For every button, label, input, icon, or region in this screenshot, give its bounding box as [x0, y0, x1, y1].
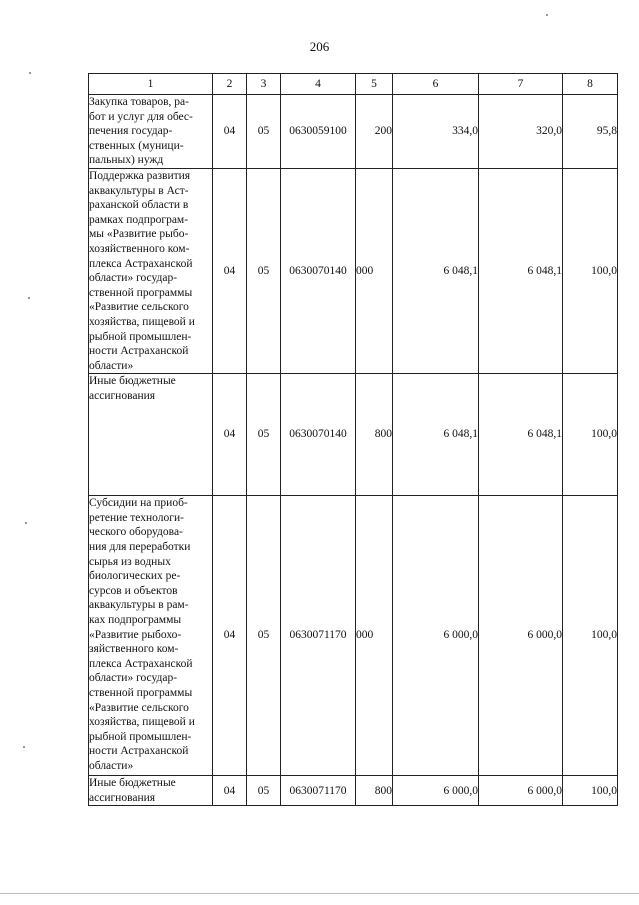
cell-name — [89, 95, 213, 169]
cell-planned: 6 000,0 — [393, 496, 479, 776]
cell-expense-type: 000 — [356, 168, 393, 373]
header-col-7: 7 — [479, 74, 563, 95]
cell-percent: 95,8 — [563, 95, 618, 169]
cell-name — [89, 168, 213, 373]
scan-speck — [25, 522, 27, 524]
cell-planned: 6 048,1 — [393, 374, 479, 496]
cell-subsection: 05 — [247, 95, 281, 169]
row-name-text: Закупка товаров, ра- бот и услуг для обес- печения государ- ственных (муници- пальных) нужд — [89, 96, 193, 167]
cell-section: 04 — [213, 776, 247, 806]
cell-target-code: 0630059100 — [281, 95, 356, 169]
cell-percent: 100,0 — [563, 168, 618, 373]
table-row — [89, 496, 618, 776]
header-col-4: 4 — [281, 74, 356, 95]
cell-expense-type: 800 — [356, 374, 393, 496]
scan-edge-line — [0, 893, 639, 894]
cell-expense-type: 800 — [356, 776, 393, 806]
scan-speck — [23, 746, 25, 748]
cell-executed: 6 048,1 — [479, 374, 563, 496]
cell-expense-type: 200 — [356, 95, 393, 169]
cell-subsection: 05 — [247, 168, 281, 373]
cell-section: 04 — [213, 496, 247, 776]
cell-planned: 334,0 — [393, 95, 479, 169]
cell-executed: 6 000,0 — [479, 496, 563, 776]
header-col-2: 2 — [213, 74, 247, 95]
cell-percent: 100,0 — [563, 496, 618, 776]
scan-speck — [546, 14, 548, 16]
header-col-6: 6 — [393, 74, 479, 95]
cell-name — [89, 776, 213, 806]
cell-planned: 6 000,0 — [393, 776, 479, 806]
header-row — [89, 74, 618, 95]
row-name-text: Субсидии на приоб- ретение технологи- ческого оборудова- ния для переработки сырья из водных биологических ре- сурсов и объектов аквакультуры в рам- ках подпрограммы «Развитие рыбохо- зяйственного ком- плекса Астраханской области» государ- ственной программы «Развитие сельского хозяйства, пищевой и рыбной промышлен- ности Астраханской области» — [89, 497, 195, 772]
cell-section: 04 — [213, 374, 247, 496]
table-row — [89, 168, 618, 373]
cell-planned: 6 048,1 — [393, 168, 479, 373]
row-name-text: Поддержка развития аквакультуры в Аст- раханской области в рамках подпрограм- мы «Развитие рыбо- хозяйственного ком- плекса Астраханской области» государ- ственной программы «Развитие сельского хозяйства, пищевой и рыбной промышлен- ности Астраханской области» — [89, 169, 195, 372]
cell-target-code: 0630070140 — [281, 168, 356, 373]
header-col-1: 1 — [89, 74, 213, 95]
header-col-5: 5 — [356, 74, 393, 95]
cell-percent: 100,0 — [563, 776, 618, 806]
cell-executed: 320,0 — [479, 95, 563, 169]
page-number: 206 — [309, 39, 330, 54]
cell-name — [89, 496, 213, 776]
header-col-3: 3 — [247, 74, 281, 95]
table-row — [89, 95, 618, 169]
cell-subsection: 05 — [247, 776, 281, 806]
cell-section: 04 — [213, 168, 247, 373]
cell-percent: 100,0 — [563, 374, 618, 496]
cell-executed: 6 048,1 — [479, 168, 563, 373]
scan-speck — [29, 72, 31, 74]
cell-subsection: 05 — [247, 496, 281, 776]
header-col-8: 8 — [563, 74, 618, 95]
cell-target-code: 0630071170 — [281, 496, 356, 776]
cell-name — [89, 374, 213, 496]
row-name-text: Иные бюджетные ассигнования — [89, 375, 176, 402]
table-row — [89, 776, 618, 806]
scan-speck — [28, 297, 30, 299]
cell-target-code: 0630070140 — [281, 374, 356, 496]
table-row — [89, 374, 618, 496]
cell-expense-type: 000 — [356, 496, 393, 776]
cell-section: 04 — [213, 95, 247, 169]
row-name-text: Иные бюджетные ассигнования — [89, 777, 176, 804]
budget-table — [88, 73, 618, 806]
cell-subsection: 05 — [247, 374, 281, 496]
cell-executed: 6 000,0 — [479, 776, 563, 806]
cell-target-code: 0630071170 — [281, 776, 356, 806]
